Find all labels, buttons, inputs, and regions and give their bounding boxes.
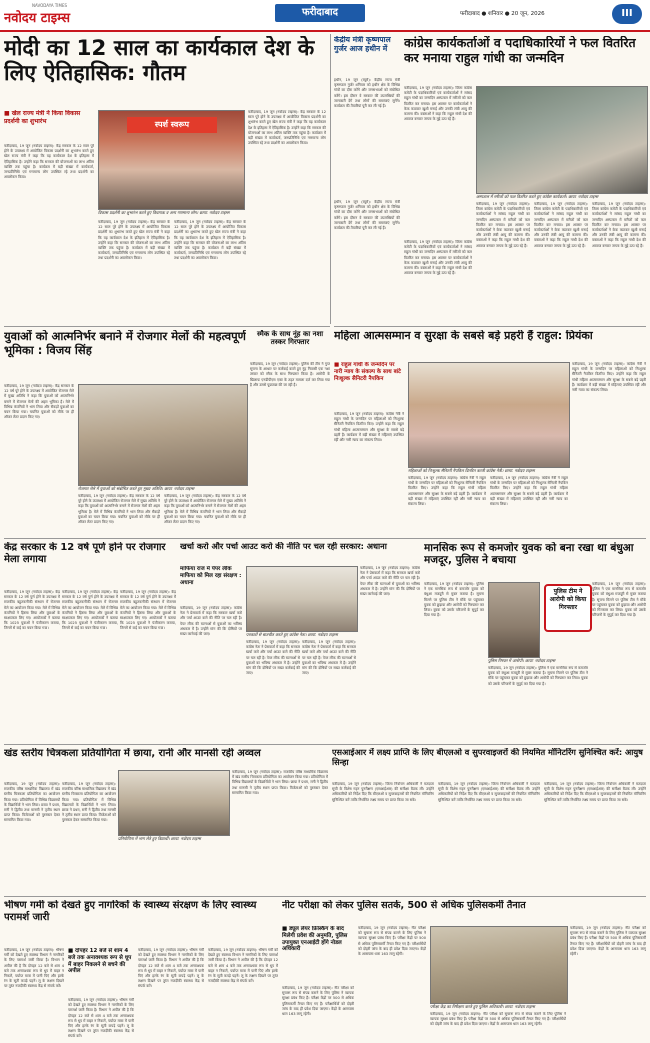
dateline: फरीदाबाद ● शनिवार ● 20 जून, 2026 [460,11,545,17]
section-tab [275,4,365,22]
a9-caption: पुलिस गिरफ्त में आरोपी। छाया: नवोदय टाइम्स [488,658,556,663]
a3-caption: अस्पताल में मरीजों को फल वितरित करते हुए कांग्रेस कार्यकर्ता। छाया: नवोदय टाइम्स [476,194,599,199]
a2-headline: केंद्रीय मंत्री कृष्णपाल गुर्जर आज हथीन में [334,36,391,53]
a1-body-col1: फरीदाबाद, 19 जून (नवोदय टाइम्स): केंद्र सरकार के 12 साल पूरे होने के उपलक्ष्य में आयोजित विकास प्रदर्शनी का शुभारंभ करते हुए खेल राज्य मंत्री ने कहा कि यह कार्यकाल देश के इतिहास में ऐतिहासिक है। उन्होंने कहा कि सरकार की योजनाओं का लाभ अंतिम व्यक्ति तक पहुंचा है। कार्यक्रम में बड़ी संख्या में कार्यकर्ता, जनप्रतिनिधि एवं गणमान्य लोग उपस्थित रहे तथा प्रदर्शनी का अवलोकन किया। [4,144,94,180]
divider [4,538,646,539]
a9-body-col2: फरीदाबाद, 19 जून (नवोदय टाइम्स): पुलिस ने एक मानसिक रूप से कमजोर युवक को बंधुआ मजदूरी से मुक्त कराया है। सूचना मिलने पर पुलिस टीम ने मौके पर पहुंचकर युवक को छुड़ाया और आरोपी को गिरफ्तार कर लिया। युवक को उसके परिजनों के सुपुर्द कर दिया गया है। [488,666,588,686]
logo-block [4,3,124,25]
a8-body-col3: फरीदाबाद, 19 जून (नवोदय टाइम्स): कांग्रेस नेता ने प्रेसवार्ता में कहा कि सरकार खर्चा करो और पर्चा आउट करो की नीति पर चल रही है। पेपर लीक की घटनाओं से युवाओं का भविष्य अंधकार में है। उन्होंने मांग की कि दोषियों पर सख्त कार्रवाई की जाए। [302,640,356,676]
a3-body-col2: फरीदाबाद, 19 जून (नवोदय टाइम्स): जिला कांग्रेस कमेटी के पदाधिकारियों एवं कार्यकर्ताओं ने सांसद राहुल गांधी का जन्मदिन अस्पताल में मरीजों को फल वितरित कर मनाया। इस अवसर पर कार्यकर्ताओं ने केक काटकर खुशी मनाई और उनकी लंबी आयु की कामना की। वक्ताओं ने कहा कि राहुल गांधी देश की आवाज बनकर जनता के मुद्दे उठा रहे हैं। [476,202,530,248]
a6-body-col3: फरीदाबाद, 19 जून (नवोदय टाइम्स): कांग्रेस नेत्री ने राहुल गांधी के जन्मदिन पर महिलाओं को निःशुल्क सैनिटरी नैपकिन वितरित किए। उन्होंने कहा कि राहुल गांधी महिला आत्मसम्मान और सुरक्षा के सबसे बड़े प्रहरी हैं। कार्यक्रम में बड़ी संख्या में महिलाएं उपस्थित रहीं और नारी न्याय का संकल्प लिया। [490,476,568,507]
a11-body-col1: फरीदाबाद, 19 जून (नवोदय टाइम्स): जिला निर्वाचन अधिकारी ने मतदाता सूची के विशेष गहन पुनरीक्षण (एसआईआर) की समीक्षा बैठक ली। उन्होंने अधिकारियों को निर्देश दिए कि बीएलओ व सुपरवाइजरों की नियमित मॉनिटरिंग सुनिश्चित करें ताकि निर्धारित लक्ष्य समय पर प्राप्त किया जा सके। [332,782,434,802]
a13-body-col1: फरीदाबाद, 19 जून (नवोदय टाइम्स): नीट परीक्षा को सुचारू रूप से संपन्न कराने के लिए पुलिस ने व्यापक सुरक्षा प्रबंध किए हैं। परीक्षा केंद्रों पर 500 से अधिक पुलिसकर्मी तैनात किए गए हैं। परीक्षार्थियों को दोहरी जांच के बाद ही प्रवेश दिया जाएगा। केंद्रों के आसपास धारा 163 लागू रहेगी। [282,986,354,1017]
a2-body: हथीन, 19 जून (ब्यूरो): केंद्रीय राज्य मंत्री कृष्णपाल गुर्जर शनिवार को हथीन क्षेत्र के विभिन्न गांवों का दौरा करेंगे और जनसभाओं को संबोधित करेंगे। इस दौरान वे सरकार की उपलब्धियों की जानकारी देंगे तथा लोगों की समस्याएं सुनेंगे। कार्यक्रम की तैयारियां पूरी कर ली गई हैं। [334,78,400,109]
a6-caption: महिलाओं को निःशुल्क सैनिटरी नैपकिन वितरित करती कांग्रेस नेत्री। छाया: नवोदय टाइम्स [408,468,535,473]
a7-body-col3: फरीदाबाद, 19 जून (नवोदय टाइम्स): केंद्र सरकार के 12 वर्ष पूर्ण होने के उपलक्ष्य में राजकीय बहुतकनीकी संस्थान में रोजगार मेले का आयोजन किया गया। मेले में विभिन्न कंपनियों ने हिस्सा लिया और युवाओं के साक्षात्कार लिए गए। आयोजकों ने बताया कि 1025 युवाओं ने पंजीकरण कराया, जिनमें से कई का चयन किया गया। [120,590,176,631]
a12-body-col1: फरीदाबाद, 19 जून (नवोदय टाइम्स): भीषण गर्मी को देखते हुए स्वास्थ्य विभाग ने नागरिकों के लिए परामर्श जारी किया है। विभाग ने अपील की है कि दोपहर 12 बजे से शाम 4 बजे तक अनावश्यक रूप से धूप में बाहर न निकलें, पर्याप्त मात्रा में पानी पिएं और हल्के रंग के सूती कपड़े पहनें। लू के लक्षण दिखने पर तुरंत नजदीकी स्वास्थ्य केंद्र से संपर्क करें। [4,948,64,989]
a12-body-col3: फरीदाबाद, 19 जून (नवोदय टाइम्स): भीषण गर्मी को देखते हुए स्वास्थ्य विभाग ने नागरिकों के लिए परामर्श जारी किया है। विभाग ने अपील की है कि दोपहर 12 बजे से शाम 4 बजे तक अनावश्यक रूप से धूप में बाहर न निकलें, पर्याप्त मात्रा में पानी पिएं और हल्के रंग के सूती कपड़े पहनें। लू के लक्षण दिखने पर तुरंत नजदीकी स्वास्थ्य केंद्र से संपर्क करें। [138,948,204,989]
a12-subhead: ■ दोपहर 12 बजे से शाम 4 बजे तक अनावश्यक रूप से धूप में बाहर निकलने से बचने की अपील [68,948,132,975]
a10-caption: प्रतियोगिता में भाग लेते हुए विद्यार्थी। छाया: नवोदय टाइम्स [118,836,201,841]
a12-body-col4: फरीदाबाद, 19 जून (नवोदय टाइम्स): भीषण गर्मी को देखते हुए स्वास्थ्य विभाग ने नागरिकों के लिए परामर्श जारी किया है। विभाग ने अपील की है कि दोपहर 12 बजे से शाम 4 बजे तक अनावश्यक रूप से धूप में बाहर न निकलें, पर्याप्त मात्रा में पानी पिएं और हल्के रंग के सूती कपड़े पहनें। लू के लक्षण दिखने पर तुरंत नजदीकी स्वास्थ्य केंद्र से संपर्क करें। [208,948,278,984]
a7-body-col2: फरीदाबाद, 19 जून (नवोदय टाइम्स): केंद्र सरकार के 12 वर्ष पूर्ण होने के उपलक्ष्य में राजकीय बहुतकनीकी संस्थान में रोजगार मेले का आयोजन किया गया। मेले में विभिन्न कंपनियों ने हिस्सा लिया और युवाओं के साक्षात्कार लिए गए। आयोजकों ने बताया कि 1025 युवाओं ने पंजीकरण कराया, जिनमें से कई का चयन किया गया। [62,590,118,631]
a13-photo [430,926,568,1004]
page-number: III [621,8,633,19]
a8-caption: पत्रकारों से बातचीत करते हुए कांग्रेस नेता। छाया: नवोदय टाइम्स [246,632,338,637]
a3-photo [476,86,648,194]
a6-body-col4: फरीदाबाद, 19 जून (नवोदय टाइम्स): कांग्रेस नेत्री ने राहुल गांधी के जन्मदिन पर महिलाओं को निःशुल्क सैनिटरी नैपकिन वितरित किए। उन्होंने कहा कि राहुल गांधी महिला आत्मसम्मान और सुरक्षा के सबसे बड़े प्रहरी हैं। कार्यक्रम में बड़ी संख्या में महिलाएं उपस्थित रहीं और नारी न्याय का संकल्प लिया। [572,362,646,393]
a1-body-col2: फरीदाबाद, 19 जून (नवोदय टाइम्स): केंद्र सरकार के 12 साल पूरे होने के उपलक्ष्य में आयोजित विकास प्रदर्शनी का शुभारंभ करते हुए खेल राज्य मंत्री ने कहा कि यह कार्यकाल देश के इतिहास में ऐतिहासिक है। उन्होंने कहा कि सरकार की योजनाओं का लाभ अंतिम व्यक्ति तक पहुंचा है। कार्यक्रम में बड़ी संख्या में कार्यकर्ता, जनप्रतिनिधि एवं गणमान्य लोग उपस्थित रहे तथा प्रदर्शनी का अवलोकन किया। [98,220,170,261]
a6-body-col1: फरीदाबाद, 19 जून (नवोदय टाइम्स): कांग्रेस नेत्री ने राहुल गांधी के जन्मदिन पर महिलाओं को निःशुल्क सैनिटरी नैपकिन वितरित किए। उन्होंने कहा कि राहुल गांधी महिला आत्मसम्मान और सुरक्षा के सबसे बड़े प्रहरी हैं। कार्यक्रम में बड़ी संख्या में महिलाएं उपस्थित रहीं और नारी न्याय का संकल्प लिया। [334,412,404,443]
a8-body-col1: फरीदाबाद, 19 जून (नवोदय टाइम्स): कांग्रेस नेता ने प्रेसवार्ता में कहा कि सरकार खर्चा करो और पर्चा आउट करो की नीति पर चल रही है। पेपर लीक की घटनाओं से युवाओं का भविष्य अंधकार में है। उन्होंने मांग की कि दोषियों पर सख्त कार्रवाई की जाए। [180,606,242,637]
a13-body-col3: फरीदाबाद, 19 जून (नवोदय टाइम्स): नीट परीक्षा को सुचारू रूप से संपन्न कराने के लिए पुलिस ने व्यापक सुरक्षा प्रबंध किए हैं। परीक्षा केंद्रों पर 500 से अधिक पुलिसकर्मी तैनात किए गए हैं। परीक्षार्थियों को दोहरी जांच के बाद ही प्रवेश दिया जाएगा। केंद्रों के आसपास धारा 163 लागू रहेगी। [430,1012,566,1027]
a13-caption: परीक्षा केंद्र का निरीक्षण करते हुए पुलिस अधिकारी। छाया: नवोदय टाइम्स [430,1004,535,1009]
a5-headline: युवाओं को आत्मनिर्भर बनाने में रोजगार मेलों की महत्वपूर्ण भूमिका : विजय सिंह [4,330,246,357]
a6-photo [408,362,570,468]
a8-headline: खर्चा करो और पर्चा आउट करो की नीति पर चल रही सरकार: अधाना [180,542,387,551]
a13-body-col4: फरीदाबाद, 19 जून (नवोदय टाइम्स): नीट परीक्षा को सुचारू रूप से संपन्न कराने के लिए पुलिस ने व्यापक सुरक्षा प्रबंध किए हैं। परीक्षा केंद्रों पर 500 से अधिक पुलिसकर्मी तैनात किए गए हैं। परीक्षार्थियों को दोहरी जांच के बाद ही प्रवेश दिया जाएगा। केंद्रों के आसपास धारा 163 लागू रहेगी। [570,926,646,957]
a1-body-col3: फरीदाबाद, 19 जून (नवोदय टाइम्स): केंद्र सरकार के 12 साल पूरे होने के उपलक्ष्य में आयोजित विकास प्रदर्शनी का शुभारंभ करते हुए खेल राज्य मंत्री ने कहा कि यह कार्यकाल देश के इतिहास में ऐतिहासिक है। उन्होंने कहा कि सरकार की योजनाओं का लाभ अंतिम व्यक्ति तक पहुंचा है। कार्यक्रम में बड़ी संख्या में कार्यकर्ता, जनप्रतिनिधि एवं गणमान्य लोग उपस्थित रहे तथा प्रदर्शनी का अवलोकन किया। [174,220,246,261]
a1-photo-banner: स्पर्श स्वरूप [127,117,217,133]
logo-sub: NAVODAYA TIMES [32,3,68,8]
a10-body-col1: फरीदाबाद, 19 जून (नवोदय टाइम्स): राजकीय वरिष्ठ माध्यमिक विद्यालय में खंड स्तरीय चित्रकला प्रतियोगिता का आयोजन किया गया। प्रतियोगिता में विभिन्न विद्यालयों के विद्यार्थियों ने भाग लिया। छाया ने प्रथम, रानी ने द्वितीय तथा मानसी ने तृतीय स्थान प्राप्त किया। विजेताओं को पुरस्कार देकर सम्मानित किया गया। [4,782,60,823]
a9-photo [488,582,540,658]
a1-headline: मोदी का 12 साल का कार्यकाल देश के लिए ऐतिहासिक: गौतम [4,36,315,87]
a10-headline: खंड स्तरीय चित्रकला प्रतियोगिता में छाया, रानी और मानसी रही अव्वल [4,748,261,759]
divider [334,326,646,327]
a5-caption: रोजगार मेले में युवाओं को संबोधित करते हुए मुख्य अतिथि। छाया: नवोदय टाइम्स [78,486,195,491]
a9-badge [544,584,592,632]
a13-subhead: ■ ड्यूल लेयर फ्रिस्किंग के बाद मिलेगी प्रवेश की अनुमति, पुलिस उपायुक्त एनआईटी होंगे नोडल अधिकारी [282,926,348,953]
a8-photo [246,566,358,632]
a10-photo [118,770,230,836]
masthead [0,0,650,32]
a1-subhead: ■ खेल राज्य मंत्री ने किया विकास प्रदर्शनी का शुभारंभ [4,110,81,125]
a9-headline: मानसिक रूप से कमजोर युवक को बना रखा था बंधुआ मजदूर, पुलिस ने बचाया [424,542,634,567]
a1-body-col4: फरीदाबाद, 19 जून (नवोदय टाइम्स): केंद्र सरकार के 12 साल पूरे होने के उपलक्ष्य में आयोजित विकास प्रदर्शनी का शुभारंभ करते हुए खेल राज्य मंत्री ने कहा कि यह कार्यकाल देश के इतिहास में ऐतिहासिक है। उन्होंने कहा कि सरकार की योजनाओं का लाभ अंतिम व्यक्ति तक पहुंचा है। कार्यक्रम में बड़ी संख्या में कार्यकर्ता, जनप्रतिनिधि एवं गणमान्य लोग उपस्थित रहे तथा प्रदर्शनी का अवलोकन किया। [248,110,326,146]
a12-headline: भीषण गर्मी को देखते हुए नागरिकों के स्वास्थ्य संरक्षण के लिए स्वास्थ्य परामर्श जारी [4,900,257,923]
page-number-badge [612,4,642,24]
a3-body-col4: फरीदाबाद, 19 जून (नवोदय टाइम्स): जिला कांग्रेस कमेटी के पदाधिकारियों एवं कार्यकर्ताओं ने सांसद राहुल गांधी का जन्मदिन अस्पताल में मरीजों को फल वितरित कर मनाया। इस अवसर पर कार्यकर्ताओं ने केक काटकर खुशी मनाई और उनकी लंबी आयु की कामना की। वक्ताओं ने कहा कि राहुल गांधी देश की आवाज बनकर जनता के मुद्दे उठा रहे हैं। [592,202,646,248]
a5-body-col2: फरीदाबाद, 19 जून (नवोदय टाइम्स): केंद्र सरकार के 12 वर्ष पूरे होने के उपलक्ष्य में आयोजित रोजगार मेले में मुख्य अतिथि ने कहा कि युवाओं को आत्मनिर्भर बनाने में रोजगार मेलों की अहम भूमिका है। मेले में विभिन्न कंपनियों ने भाग लिया और सैकड़ों युवाओं का चयन किया गया। चयनित युवाओं को मौके पर ही ऑफर लेटर प्रदान किए गए। [78,494,160,525]
divider [4,744,646,745]
a9-badge-text: पुलिस टीम ने आरोपी को किया गिरफ्तार [549,588,587,611]
a11-headline: एसआईआर में लक्ष्य प्राप्ति के लिए बीएलओ व सुपरवाइजरों की नियमित मॉनिटरिंग सुनिश्चित करें: आयुष सिन्हा [332,748,643,767]
a5-body-col3: फरीदाबाद, 19 जून (नवोदय टाइम्स): केंद्र सरकार के 12 वर्ष पूरे होने के उपलक्ष्य में आयोजित रोजगार मेले में मुख्य अतिथि ने कहा कि युवाओं को आत्मनिर्भर बनाने में रोजगार मेलों की अहम भूमिका है। मेले में विभिन्न कंपनियों ने भाग लिया और सैकड़ों युवाओं का चयन किया गया। चयनित युवाओं को मौके पर ही ऑफर लेटर प्रदान किए गए। [164,494,246,525]
section-label: फरीदाबाद [302,7,338,18]
a7-headline: केंद्र सरकार के 12 वर्ष पूर्ण होने पर रोजगार मेला लगाया [4,542,166,565]
divider [4,326,330,327]
a6-subhead: ■ राहुल गांधी के जन्मदिन पर नारी न्याय के संकल्प के साथ बांटे निःशुल्क सैनिटरी नैपकिन [334,362,401,382]
logo: नवोदय टाइम्स [4,11,71,25]
a13-headline: नीट परीक्षा को लेकर पुलिस सतर्क, 500 से अधिक पुलिसकर्मी तैनात [282,900,526,911]
a11-body-col2: फरीदाबाद, 19 जून (नवोदय टाइम्स): जिला निर्वाचन अधिकारी ने मतदाता सूची के विशेष गहन पुनरीक्षण (एसआईआर) की समीक्षा बैठक ली। उन्होंने अधिकारियों को निर्देश दिए कि बीएलओ व सुपरवाइजरों की नियमित मॉनिटरिंग सुनिश्चित करें ताकि निर्धारित लक्ष्य समय पर प्राप्त किया जा सके। [438,782,540,802]
a2-body-cont: हथीन, 19 जून (ब्यूरो): केंद्रीय राज्य मंत्री कृष्णपाल गुर्जर शनिवार को हथीन क्षेत्र के विभिन्न गांवों का दौरा करेंगे और जनसभाओं को संबोधित करेंगे। इस दौरान वे सरकार की उपलब्धियों की जानकारी देंगे तथा लोगों की समस्याएं सुनेंगे। कार्यक्रम की तैयारियां पूरी कर ली गई हैं। [334,200,400,231]
a3-body-col1b: फरीदाबाद, 19 जून (नवोदय टाइम्स): जिला कांग्रेस कमेटी के पदाधिकारियों एवं कार्यकर्ताओं ने सांसद राहुल गांधी का जन्मदिन अस्पताल में मरीजों को फल वितरित कर मनाया। इस अवसर पर कार्यकर्ताओं ने केक काटकर खुशी मनाई और उनकी लंबी आयु की कामना की। वक्ताओं ने कहा कि राहुल गांधी देश की आवाज बनकर जनता के मुद्दे उठा रहे हैं। [404,240,472,276]
a9-body-col3: फरीदाबाद, 19 जून (नवोदय टाइम्स): पुलिस ने एक मानसिक रूप से कमजोर युवक को बंधुआ मजदूरी से मुक्त कराया है। सूचना मिलने पर पुलिस टीम ने मौके पर पहुंचकर युवक को छुड़ाया और आरोपी को गिरफ्तार कर लिया। युवक को उसके परिजनों के सुपुर्द कर दिया गया है। [592,582,646,618]
a5-photo [78,384,248,486]
a11-body-col3: फरीदाबाद, 19 जून (नवोदय टाइम्स): जिला निर्वाचन अधिकारी ने मतदाता सूची के विशेष गहन पुनरीक्षण (एसआईआर) की समीक्षा बैठक ली। उन्होंने अधिकारियों को निर्देश दिए कि बीएलओ व सुपरवाइजरों की नियमित मॉनिटरिंग सुनिश्चित करें ताकि निर्धारित लक्ष्य समय पर प्राप्त किया जा सके। [544,782,646,802]
a6-headline: महिला आत्मसम्मान व सुरक्षा के सबसे बड़े प्रहरी हैं राहुल: प्रियंका [334,330,593,342]
a3-body-col1: फरीदाबाद, 19 जून (नवोदय टाइम्स): जिला कांग्रेस कमेटी के पदाधिकारियों एवं कार्यकर्ताओं ने सांसद राहुल गांधी का जन्मदिन अस्पताल में मरीजों को फल वितरित कर मनाया। इस अवसर पर कार्यकर्ताओं ने केक काटकर खुशी मनाई और उनकी लंबी आयु की कामना की। वक्ताओं ने कहा कि राहुल गांधी देश की आवाज बनकर जनता के मुद्दे उठा रहे हैं। [404,86,472,122]
a1-photo [98,110,245,210]
a9-body-col1: फरीदाबाद, 19 जून (नवोदय टाइम्स): पुलिस ने एक मानसिक रूप से कमजोर युवक को बंधुआ मजदूरी से मुक्त कराया है। सूचना मिलने पर पुलिस टीम ने मौके पर पहुंचकर युवक को छुड़ाया और आरोपी को गिरफ्तार कर लिया। युवक को उसके परिजनों के सुपुर्द कर दिया गया है। [424,582,484,618]
a3-headline: कांग्रेस कार्यकर्ताओं व पदाधिकारियों ने फल वितरित कर मनाया राहुल गांधी का जन्मदिन [404,36,636,65]
a10-body-col2: फरीदाबाद, 19 जून (नवोदय टाइम्स): राजकीय वरिष्ठ माध्यमिक विद्यालय में खंड स्तरीय चित्रकला प्रतियोगिता का आयोजन किया गया। प्रतियोगिता में विभिन्न विद्यालयों के विद्यार्थियों ने भाग लिया। छाया ने प्रथम, रानी ने द्वितीय तथा मानसी ने तृतीय स्थान प्राप्त किया। विजेताओं को पुरस्कार देकर सम्मानित किया गया। [62,782,116,823]
a13-body-col2: फरीदाबाद, 19 जून (नवोदय टाइम्स): नीट परीक्षा को सुचारू रूप से संपन्न कराने के लिए पुलिस ने व्यापक सुरक्षा प्रबंध किए हैं। परीक्षा केंद्रों पर 500 से अधिक पुलिसकर्मी तैनात किए गए हैं। परीक्षार्थियों को दोहरी जांच के बाद ही प्रवेश दिया जाएगा। केंद्रों के आसपास धारा 163 लागू रहेगी। [358,926,426,957]
a7-body-col1: फरीदाबाद, 19 जून (नवोदय टाइम्स): केंद्र सरकार के 12 वर्ष पूर्ण होने के उपलक्ष्य में राजकीय बहुतकनीकी संस्थान में रोजगार मेले का आयोजन किया गया। मेले में विभिन्न कंपनियों ने हिस्सा लिया और युवाओं के साक्षात्कार लिए गए। आयोजकों ने बताया कि 1025 युवाओं ने पंजीकरण कराया, जिनमें से कई का चयन किया गया। [4,590,60,631]
a4-headline: स्मैक के साथ नूंह का नशा तस्कर गिरफ्तार [256,330,324,347]
a3-body-col3: फरीदाबाद, 19 जून (नवोदय टाइम्स): जिला कांग्रेस कमेटी के पदाधिकारियों एवं कार्यकर्ताओं ने सांसद राहुल गांधी का जन्मदिन अस्पताल में मरीजों को फल वितरित कर मनाया। इस अवसर पर कार्यकर्ताओं ने केक काटकर खुशी मनाई और उनकी लंबी आयु की कामना की। वक्ताओं ने कहा कि राहुल गांधी देश की आवाज बनकर जनता के मुद्दे उठा रहे हैं। [534,202,588,248]
a8-body-col2: फरीदाबाद, 19 जून (नवोदय टाइम्स): कांग्रेस नेता ने प्रेसवार्ता में कहा कि सरकार खर्चा करो और पर्चा आउट करो की नीति पर चल रही है। पेपर लीक की घटनाओं से युवाओं का भविष्य अंधकार में है। उन्होंने मांग की कि दोषियों पर सख्त कार्रवाई की जाए। [246,640,300,676]
a10-body-col3: फरीदाबाद, 19 जून (नवोदय टाइम्स): राजकीय वरिष्ठ माध्यमिक विद्यालय में खंड स्तरीय चित्रकला प्रतियोगिता का आयोजन किया गया। प्रतियोगिता में विभिन्न विद्यालयों के विद्यार्थियों ने भाग लिया। छाया ने प्रथम, रानी ने द्वितीय तथा मानसी ने तृतीय स्थान प्राप्त किया। विजेताओं को पुरस्कार देकर सम्मानित किया गया। [232,770,328,795]
a8-subhead: माफिया राज में पेपर लीक माफिया को मिल रहा संरक्षण : अधाना [180,566,242,586]
a8-body-col4: फरीदाबाद, 19 जून (नवोदय टाइम्स): कांग्रेस नेता ने प्रेसवार्ता में कहा कि सरकार खर्चा करो और पर्चा आउट करो की नीति पर चल रही है। पेपर लीक की घटनाओं से युवाओं का भविष्य अंधकार में है। उन्होंने मांग की कि दोषियों पर सख्त कार्रवाई की जाए। [360,566,420,597]
a4-body: फरीदाबाद, 19 जून (नवोदय टाइम्स): पुलिस की टीम ने गुप्त सूचना के आधार पर कार्रवाई करते हुए नूंह निवासी एक नशा तस्कर को स्मैक के साथ गिरफ्तार किया है। आरोपी के खिलाफ एनडीपीएस एक्ट के तहत मामला दर्ज कर लिया गया है और उससे पूछताछ की जा रही है। [250,362,330,387]
divider [330,34,331,324]
a5-body-col1: फरीदाबाद, 19 जून (नवोदय टाइम्स): केंद्र सरकार के 12 वर्ष पूरे होने के उपलक्ष्य में आयोजित रोजगार मेले में मुख्य अतिथि ने कहा कि युवाओं को आत्मनिर्भर बनाने में रोजगार मेलों की अहम भूमिका है। मेले में विभिन्न कंपनियों ने भाग लिया और सैकड़ों युवाओं का चयन किया गया। चयनित युवाओं को मौके पर ही ऑफर लेटर प्रदान किए गए। [4,384,74,420]
a12-body-col2: फरीदाबाद, 19 जून (नवोदय टाइम्स): भीषण गर्मी को देखते हुए स्वास्थ्य विभाग ने नागरिकों के लिए परामर्श जारी किया है। विभाग ने अपील की है कि दोपहर 12 बजे से शाम 4 बजे तक अनावश्यक रूप से धूप में बाहर न निकलें, पर्याप्त मात्रा में पानी पिएं और हल्के रंग के सूती कपड़े पहनें। लू के लक्षण दिखने पर तुरंत नजदीकी स्वास्थ्य केंद्र से संपर्क करें। [68,998,134,1039]
a6-body-col2: फरीदाबाद, 19 जून (नवोदय टाइम्स): कांग्रेस नेत्री ने राहुल गांधी के जन्मदिन पर महिलाओं को निःशुल्क सैनिटरी नैपकिन वितरित किए। उन्होंने कहा कि राहुल गांधी महिला आत्मसम्मान और सुरक्षा के सबसे बड़े प्रहरी हैं। कार्यक्रम में बड़ी संख्या में महिलाएं उपस्थित रहीं और नारी न्याय का संकल्प लिया। [408,476,486,507]
a1-caption: विकास प्रदर्शनी का शुभारंभ करते हुए विधायक व अन्य गणमान्य लोग। छाया: नवोदय टाइम्स [98,210,230,215]
divider [4,896,646,897]
